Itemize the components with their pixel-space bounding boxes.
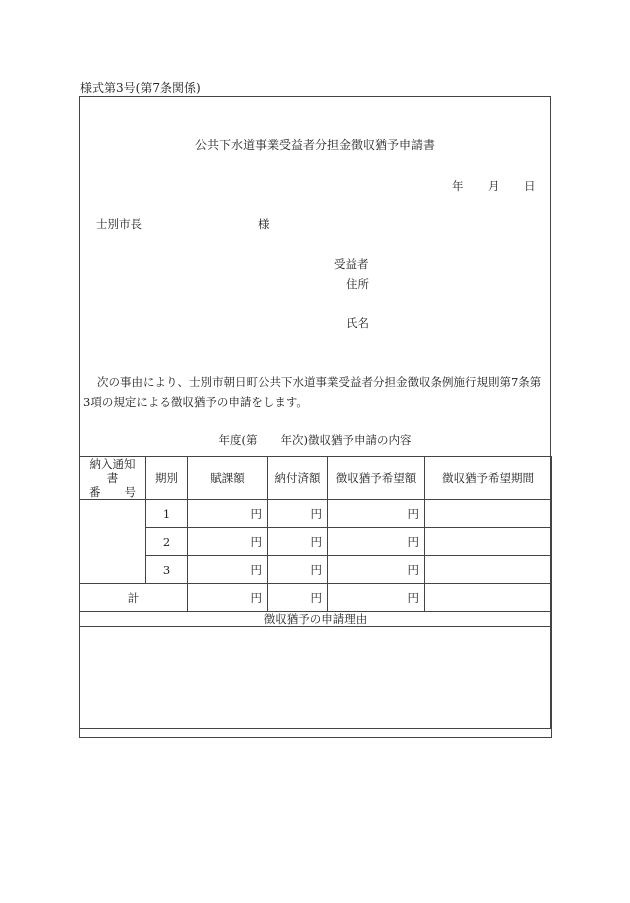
date-year: 年 [452, 179, 464, 193]
header-assessed-amount: 賦課額 [188, 457, 268, 500]
table-row [80, 528, 552, 556]
reason-header: 徴収猶予の申請理由 [80, 612, 552, 627]
table-header-row [80, 457, 552, 500]
statement-line-1: 次の事由により、士別市朝日町公共下水道事業受益者分担金徴収条例施行規則第7条第 [97, 375, 542, 389]
deferral-period-cell[interactable] [425, 556, 552, 584]
total-paid-cell[interactable]: 円 [268, 584, 328, 612]
header-paid-amount: 納付済額 [268, 457, 328, 500]
applicant-name-label: 氏名 [346, 316, 369, 330]
form-title: 公共下水道事業受益者分担金徴収猶予申請書 [194, 138, 435, 152]
addressee: 士別市長 [96, 217, 142, 231]
deferral-table [79, 456, 552, 738]
statement-line-2: 3項の規定による徴収猶予の申請をします。 [83, 395, 308, 409]
paid-cell[interactable]: 円 [268, 556, 328, 584]
header-deferral-amount: 徴収猶予希望額 [328, 457, 425, 500]
paid-cell[interactable]: 円 [268, 500, 328, 528]
applicant-address-label: 住所 [346, 277, 369, 291]
deferral-period-cell[interactable] [425, 528, 552, 556]
period-cell: 3 [146, 556, 188, 584]
deferral-amount-cell[interactable]: 円 [328, 556, 425, 584]
deferral-amount-cell[interactable]: 円 [328, 528, 425, 556]
date-day: 日 [524, 179, 536, 193]
paid-cell[interactable]: 円 [268, 528, 328, 556]
notice-number-cell[interactable] [80, 500, 146, 584]
reason-body-row [80, 627, 552, 738]
period-cell: 2 [146, 528, 188, 556]
total-label: 計 [80, 584, 188, 612]
deferral-amount-cell[interactable]: 円 [328, 500, 425, 528]
assessed-cell[interactable]: 円 [188, 528, 268, 556]
date-month: 月 [488, 179, 500, 193]
table-row [80, 556, 552, 584]
deferral-period-cell[interactable] [425, 500, 552, 528]
applicant-label: 受益者 [334, 257, 369, 271]
total-row [80, 584, 552, 612]
assessed-cell[interactable]: 円 [188, 500, 268, 528]
assessed-cell[interactable]: 円 [188, 556, 268, 584]
total-deferral-period-cell[interactable] [425, 584, 552, 612]
form-number-label: 様式第3号(第7条関係) [80, 81, 201, 95]
application-form [79, 96, 551, 729]
header-deferral-period: 徴収猶予希望期間 [425, 457, 552, 500]
period-cell: 1 [146, 500, 188, 528]
table-row [80, 500, 552, 528]
reason-input-area[interactable] [80, 627, 552, 738]
header-notice-number: 納入通知書 番 号 [80, 457, 146, 500]
honorific: 様 [258, 217, 270, 231]
table-caption: 年度(第 年次)徴収猶予申請の内容 [218, 433, 412, 447]
header-period: 期別 [146, 457, 188, 500]
total-assessed-cell[interactable]: 円 [188, 584, 268, 612]
reason-header-row [80, 612, 552, 627]
total-deferral-amount-cell[interactable]: 円 [328, 584, 425, 612]
